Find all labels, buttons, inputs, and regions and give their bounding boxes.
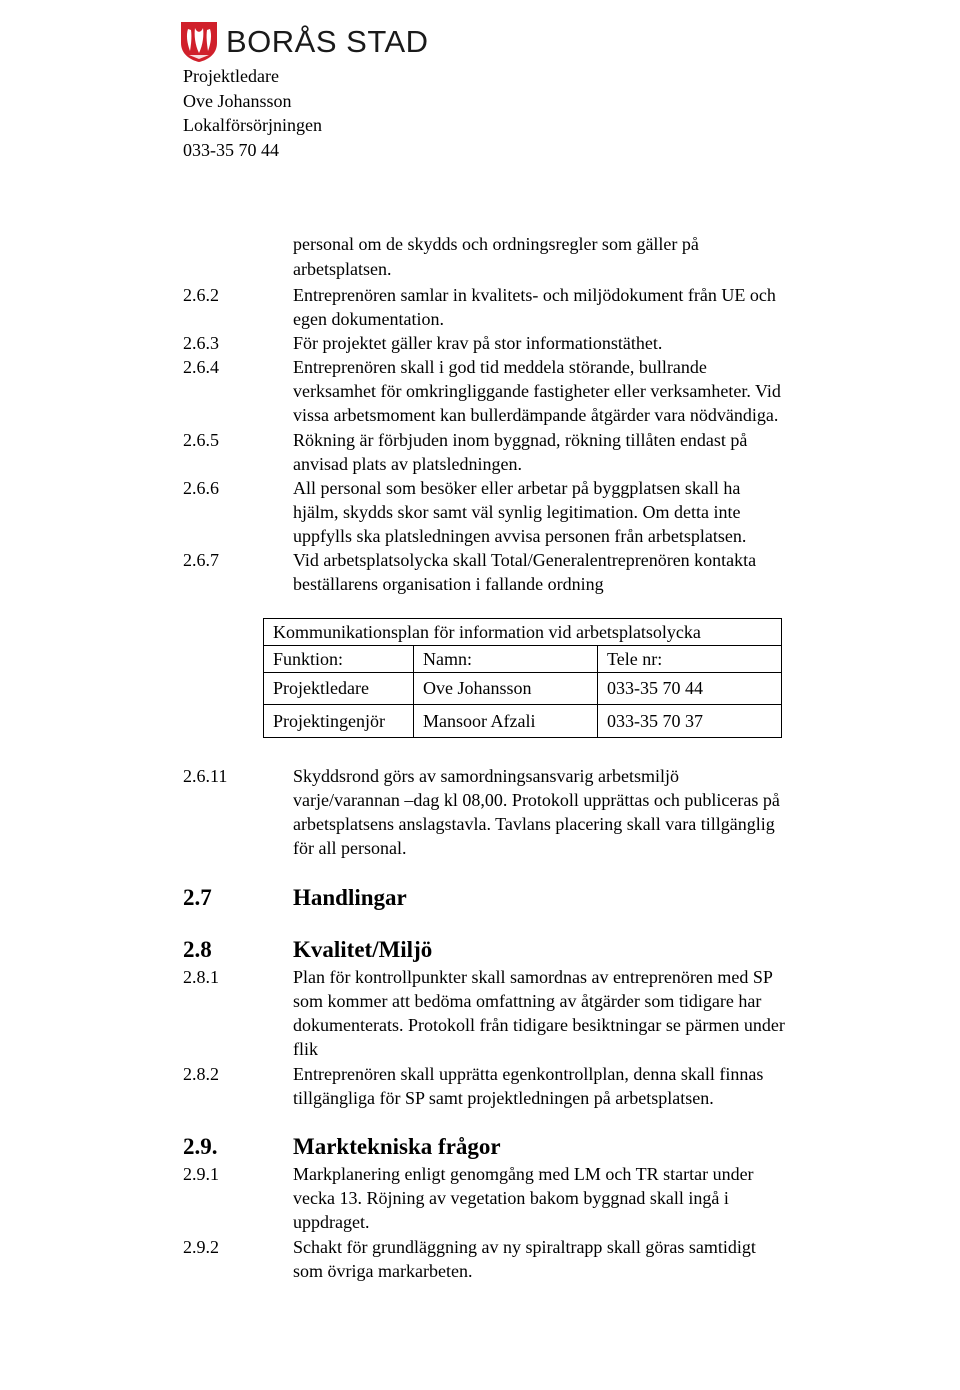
table-cell-name: Mansoor Afzali [414,705,598,738]
item-number-291: 2.9.1 [183,1164,219,1184]
item-281-line-4: flik [293,1039,318,1059]
item-number-281: 2.8.1 [183,967,219,987]
table-row [264,705,782,738]
table-cell-function: Projektledare [264,673,414,705]
item-291-line-3: uppdraget. [293,1212,370,1232]
item-264-line-2: verksamhet för omkringliggande fastigheter eller verksamheter. Vid [293,381,781,401]
item-number-2611: 2.6.11 [183,766,228,786]
table-cell-phone: 033-35 70 44 [598,673,782,705]
item-number-292: 2.9.2 [183,1237,219,1257]
section-number-28: 2.8 [183,937,212,962]
header-name: Ove Johansson [183,90,292,111]
item-262-line-2: egen dokumentation. [293,309,444,329]
contact-header [183,64,322,162]
borås-stad-logo [180,20,429,64]
section-title-handlingar: Handlingar [293,885,407,910]
logo-wordmark: BORÅS STAD [226,24,429,59]
table-cell-phone: 033-35 70 37 [598,705,782,738]
column-header-function: Funktion: [264,646,414,673]
item-292-line-2: som övriga markarbeten. [293,1261,473,1281]
item-264-line-1: Entreprenören skall i god tid meddela störande, bullrande [293,357,707,377]
item-291-line-1: Markplanering enligt genomgång med LM och TR startar under [293,1164,754,1184]
item-281-line-3: dokumenterats. Protokoll från tidigare besiktningar se pärmen under [293,1015,785,1035]
header-phone: 033-35 70 44 [183,139,279,160]
item-continued-line-1: personal om de skydds och ordningsregler som gäller på [293,234,699,254]
section-title-marktekniska-fragor: Marktekniska frågor [293,1134,501,1159]
item-266-line-3: uppfylls ska platsledningen avvisa personen från arbetsplatsen. [293,526,747,546]
item-number-264: 2.6.4 [183,357,219,377]
item-number-267: 2.6.7 [183,550,219,570]
communication-plan-table [263,618,782,738]
column-header-name: Namn: [414,646,598,673]
item-291-line-2: vecka 13. Röjning av vegetation bakom byggnad skall ingå i [293,1188,729,1208]
item-number-262: 2.6.2 [183,285,219,305]
item-2611-line-2: varje/varannan –dag kl 08,00. Protokoll upprättas och publiceras på [293,790,780,810]
item-292-line-1: Schakt för grundläggning av ny spiraltrapp skall göras samtidigt [293,1237,756,1257]
item-265-line-1: Rökning är förbjuden inom byggnad, rökning tillåten endast på [293,430,748,450]
table-cell-name: Ove Johansson [414,673,598,705]
section-number-29: 2.9. [183,1134,218,1159]
header-role: Projektledare [183,66,279,86]
item-281-line-2: som kommer att bedöma omfattning av åtgärder som tidigare har [293,991,762,1011]
item-266-line-1: All personal som besöker eller arbetar på byggplatsen skall ha [293,478,741,498]
column-header-phone: Tele nr: [598,646,782,673]
table-title: Kommunikationsplan för information vid arbetsplatsolycka [264,619,782,646]
item-282-line-1: Entreprenören skall upprätta egenkontrollplan, denna skall finnas [293,1064,764,1084]
item-continued-line-2: arbetsplatsen. [293,259,392,279]
item-264-line-3: vissa arbetsmoment kan bullerdämpande åtgärder vara nödvändiga. [293,405,779,425]
table-cell-function: Projektingenjör [264,705,414,738]
item-2611-line-1: Skyddsrond görs av samordningsansvarig arbetsmiljö [293,766,679,786]
item-267-line-1: Vid arbetsplatsolycka skall Total/Generalentreprenören kontakta [293,550,757,570]
section-number-27: 2.7 [183,885,212,910]
item-263-line-1: För projektet gäller krav på stor informationstäthet. [293,333,663,353]
item-262-line-1: Entreprenören samlar in kvalitets- och miljödokument från UE och [293,285,776,305]
section-title-kvalitet-miljo: Kvalitet/Miljö [293,937,433,962]
table-header-row [264,646,782,673]
item-265-line-2: anvisad plats av platsledningen. [293,454,522,474]
item-number-266: 2.6.6 [183,478,219,498]
item-267-line-2: beställarens organisation i fallande ordning [293,574,604,594]
item-281-line-1: Plan för kontrollpunkter skall samordnas av entreprenören med SP [293,967,773,987]
item-266-line-2: hjälm, skydds skor samt väl synlig legitimation. Om detta inte [293,502,741,522]
item-2611-line-3: arbetsplatsens anslagstavla. Tavlans placering skall vara tillgänglig [293,814,775,834]
item-number-282: 2.8.2 [183,1064,219,1084]
header-department: Lokalförsörjningen [183,115,322,135]
item-number-265: 2.6.5 [183,430,219,450]
item-number-263: 2.6.3 [183,333,219,353]
table-row [264,673,782,705]
borås-crest-icon [180,21,218,63]
item-282-line-2: tillgängliga för SP samt projektledningen på arbetsplatsen. [293,1088,714,1108]
table-title-row [264,619,782,646]
item-2611-line-4: för all personal. [293,838,407,858]
